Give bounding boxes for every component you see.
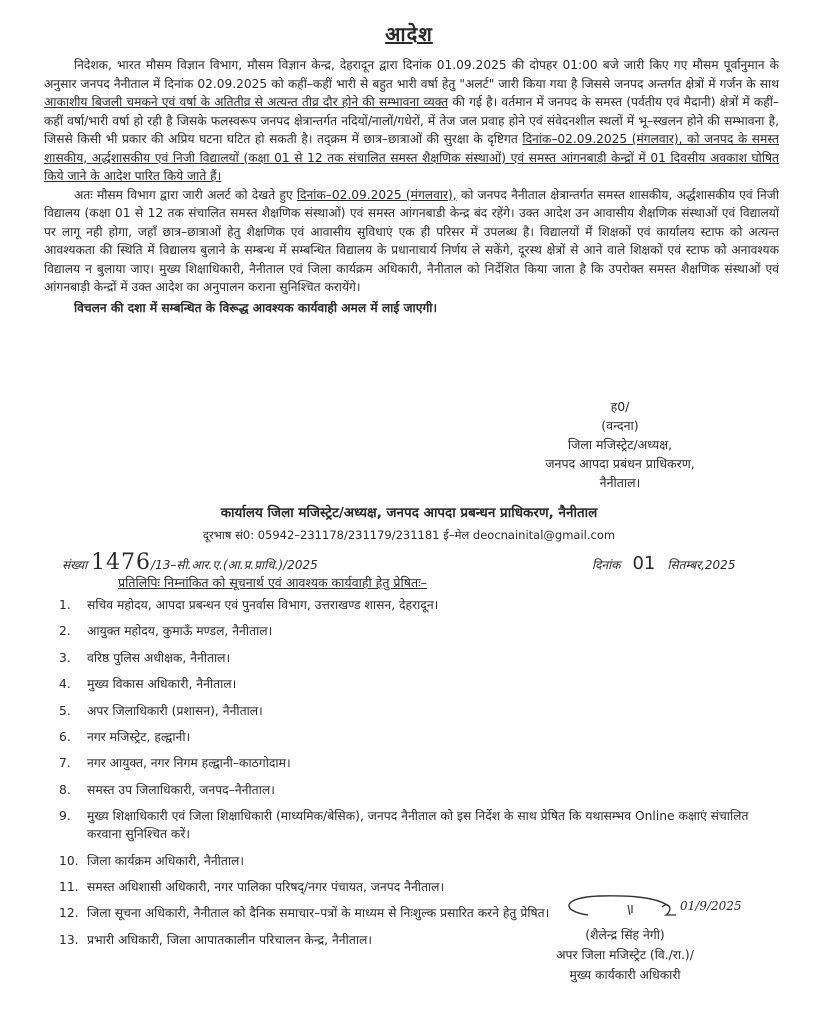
reference-suffix: /13–सी.आर.ए.(आ.प्र.प्राधि.)/2025 [151, 558, 318, 572]
signed-mark: ह0/ [610, 399, 630, 414]
copy-list-item [55, 596, 775, 614]
paragraph-2-text-a: अतः मौसम विभाग द्वारा जारी अलर्ट को देखते हुए [74, 187, 297, 202]
copy-list-item [55, 807, 775, 843]
office-contact [0, 528, 818, 543]
item-text: वरिष्ठ पुलिस अधीक्षक, नैनीताल। [87, 650, 231, 665]
document-title: आदेश [385, 22, 433, 46]
copy-to-heading: प्रतिलिपिः निम्नांकित को सूचनार्थ एवं आवश्यक कार्यवाही हेतु प्रेषितः– [118, 575, 427, 590]
item-number: 4. [59, 677, 71, 692]
item-number: 3. [59, 650, 71, 665]
item-text: प्रभारी अधिकारी, जिला आपातकालीन परिचालन केन्द्र, नैनीताल। [87, 932, 373, 947]
signatory-1-authority: जनपद आपदा प्रबंधन प्राधिकरण, [545, 456, 695, 471]
copy-list-item [55, 754, 775, 772]
date-month-year: सितम्बर,2025 [667, 558, 736, 572]
item-number: 7. [59, 756, 71, 771]
item-number: 12. [59, 906, 79, 921]
handwritten-signature [540, 893, 760, 923]
paragraph-2-text-b: को जनपद नैनीताल क्षेत्रान्तर्गत समस्त शासकीय, अर्द्धशासकीय एवं निजी विद्यालय (कक्षा 01 से 12 तक संचालित समस्त शैक्षणिक संस्थाओं) एवं समस्त आंगनबाडी केन्द्र बंद रहेंगे। उक्त आदेश उन आवासीय शैक्षणिक संस्थाओं एवं विद्यालयों पर लागू नही होगा, जहॉं छात्र–छात्राओं हेतु शैक्षणिक एवं आवासीय सुविधाएं एक ही परिसर में उपलब्ध है। विद्यालयों में शिक्षकों एवं कार्यालय स्टाफ को अत्यन्त आवश्यकता की स्थिति में विद्यालय बुलाने के सम्बन्ध में सम्बन्धित विद्यालय के प्रधानाचार्य निर्णय ले सकेंगे, दूरस्थ क्षेत्रों से आने वाले शिक्षकों एवं स्टाफ को अनावश्यक विद्यालय न बुलाया जाए। मुख्य शिक्षाधिकारी, नैनीताल एवं जिला कार्यक्रम अधिकारी, नैनीताल को निर्देशित किया जाता है कि उपरोक्त समस्त शैक्षणिक संस्थाओं एवं आंगनबाड़ी केन्द्रों में उक्त आदेश का अनुपालन कराना सुनिश्चित करायेंगे। [44, 187, 780, 294]
phone-label: दूरभाष सं0: [202, 528, 255, 542]
item-text: सचिव महोदय, आपदा प्रबन्धन एवं पुनर्वास विभाग, उत्तराखण्ड शासन, देहरादून। [87, 598, 439, 612]
signatory-1-name: (वन्दना) [601, 418, 639, 433]
email-address: deocnainital@gmail.com [472, 528, 616, 542]
date-day-handwritten: 01 [632, 553, 656, 574]
item-text: जिला कार्यक्रम अधिकारी, नैनीताल। [87, 853, 245, 868]
reference-number [62, 550, 318, 575]
email-label: ई–मेल [443, 528, 470, 542]
paragraph-1 [44, 56, 779, 186]
paragraph-2-underlined: दिनांक–02.09.2025 (मंगलवार), [296, 187, 457, 202]
item-number: 6. [59, 729, 71, 744]
item-number: 11. [59, 879, 79, 894]
item-number: 5. [59, 703, 71, 718]
item-text: समस्त उप जिलाधिकारी, जनपद–नैनीताल। [87, 782, 275, 797]
copy-list-item [55, 781, 775, 799]
date-label: दिनांक [592, 558, 621, 572]
item-text: मुख्य विकास अधिकारी, नैनीताल। [87, 677, 237, 692]
item-number: 2. [59, 624, 71, 639]
paragraph-1-underlined-a: आकाशीय बिजली चमकने एवं वर्षा के अतितीव्र से अत्यन्त तीव्र दौर होने की सम्भावना व्यक्त [44, 95, 449, 109]
paragraph-1-text-b: की गई है। वर्तमान में जनपद के समस्त (पर्वतीय एवं मैदानी) क्षेत्रों में कहीं–कहीं वर्षा/भारी वर्षा हो रही है जिसके फलस्वरूप जनपद क्षेत्रान्तर्गत नदियों/नालों/गधेरों, में तेज जल प्रवाह होने एवं संवेदनशील स्थलों में भू–स्खलन होने की सम्भावना है, जिससे किसी भी प्रकार की अप्रिय घटना घटित हो सकती है। तद्क्रम में छात्र–छात्राओं की सुरक्षा के दृष्टिगत [44, 95, 779, 146]
signatory-block-1 [480, 397, 760, 492]
item-text: मुख्य शिक्षाधिकारी एवं जिला शिक्षाधिकारी (माध्यमिक/बेसिक), जनपद नैनीताल को इस निर्देश के साथ प्रेषित कि यथासम्भव Online कक्षाएं संचालित करवाना सुनिश्चित करें। [87, 809, 749, 842]
reference-label: संख्या [62, 558, 88, 572]
item-text: आयुक्त महोदय, कुमाऊँ मण्डल, नैनीताल। [87, 624, 273, 639]
paragraph-1-underlined-b: दिनांक–02.09.2025 (मंगलवार), को जनपद के समस्त शासकीय, अर्द्धशासकीय एवं निजी विद्यालयों (कक्षा 01 से 12 तक संचालित समस्त शैक्षणिक संस्थाओं) एवं समस्त आंगनबाड़ी केन्द्रों में 01 दिवसीय अवकाश घोषित किये जाने के आदेश पारित किये जाते हैं। [44, 132, 779, 183]
signatory-2-designation-2: मुख्य कार्यकारी अधिकारी [569, 968, 681, 982]
reference-handwritten-number: 1476 [91, 550, 152, 575]
copy-list-item [55, 702, 775, 720]
copy-list-item [55, 728, 775, 746]
item-text: नगर आयुक्त, नगर निगम हल्द्वानी–काठगोदाम। [87, 756, 291, 771]
phone-numbers: 05942–231178/231179/231181 [257, 528, 440, 542]
item-text: समस्त अधिशासी अधिकारी, नगर पालिका परिषद्/नगर पंचायत, जनपद नैनीताल। [87, 879, 445, 894]
item-number: 10. [59, 853, 79, 868]
reference-date [592, 553, 735, 574]
item-number: 8. [59, 782, 71, 797]
copy-list-item [55, 622, 775, 640]
copy-list-item [55, 649, 775, 667]
paragraph-2 [44, 186, 779, 297]
signatory-2-name: (शैलेन्द्र सिंह नेगी) [585, 928, 665, 942]
office-name: कार्यालय जिला मजिस्ट्रेट/अध्यक्ष, जनपद आपदा प्रबन्धन प्राधिकरण, नैनीताल [220, 505, 598, 521]
item-text: जिला सूचना अधिकारी, नैनीताल को दैनिक समाचार–पत्रों के माध्यम से निःशुल्क प्रसारित करने हेतु प्रेषित। [87, 906, 550, 921]
paragraph-3: विचलन की दशा में सम्बन्धित के विरूद्ध आवश्यक कार्यवाही अमल में लाई जाएगी। [74, 300, 438, 315]
copy-list-item [55, 852, 775, 870]
signature-date: 01/9/2025 [680, 899, 742, 913]
item-text: अपर जिलाधिकारी (प्रशासन), नैनीताल। [87, 703, 263, 718]
copy-list-item [55, 675, 775, 693]
paragraph-1-text-a: निदेशक, भारत मौसम विज्ञान विभाग, मौसम विज्ञान केन्द्र, देहरादून द्वारा दिनांक 01.09.2025 की दोपहर 01:00 बजे जारी किए गए मौसम पूर्वानुमान के अनुसार जनपद नैनीताल में दिनांक 02.09.2025 को कहीं–कहीं भारी से बहुत भारी वर्षा हेतु "अलर्ट" जारी किया गया है जिससे जनपद अन्तर्गत क्षेत्रों में गर्जन के साथ [44, 58, 779, 91]
signatory-1-designation: जिला मजिस्ट्रेट/अध्यक्ष, [567, 437, 673, 452]
item-number: 1. [59, 598, 71, 612]
item-text: नगर मजिस्ट्रेट, हल्द्वानी। [87, 729, 191, 744]
order-body [44, 56, 779, 317]
signatory-2-designation: अपर जिला मजिस्ट्रेट (वि./रा.)/ [556, 948, 694, 962]
item-number: 13. [59, 932, 79, 947]
signatory-1-place: नैनीताल। [599, 475, 641, 490]
signatory-block-2 [500, 925, 750, 985]
item-number: 9. [59, 809, 71, 824]
